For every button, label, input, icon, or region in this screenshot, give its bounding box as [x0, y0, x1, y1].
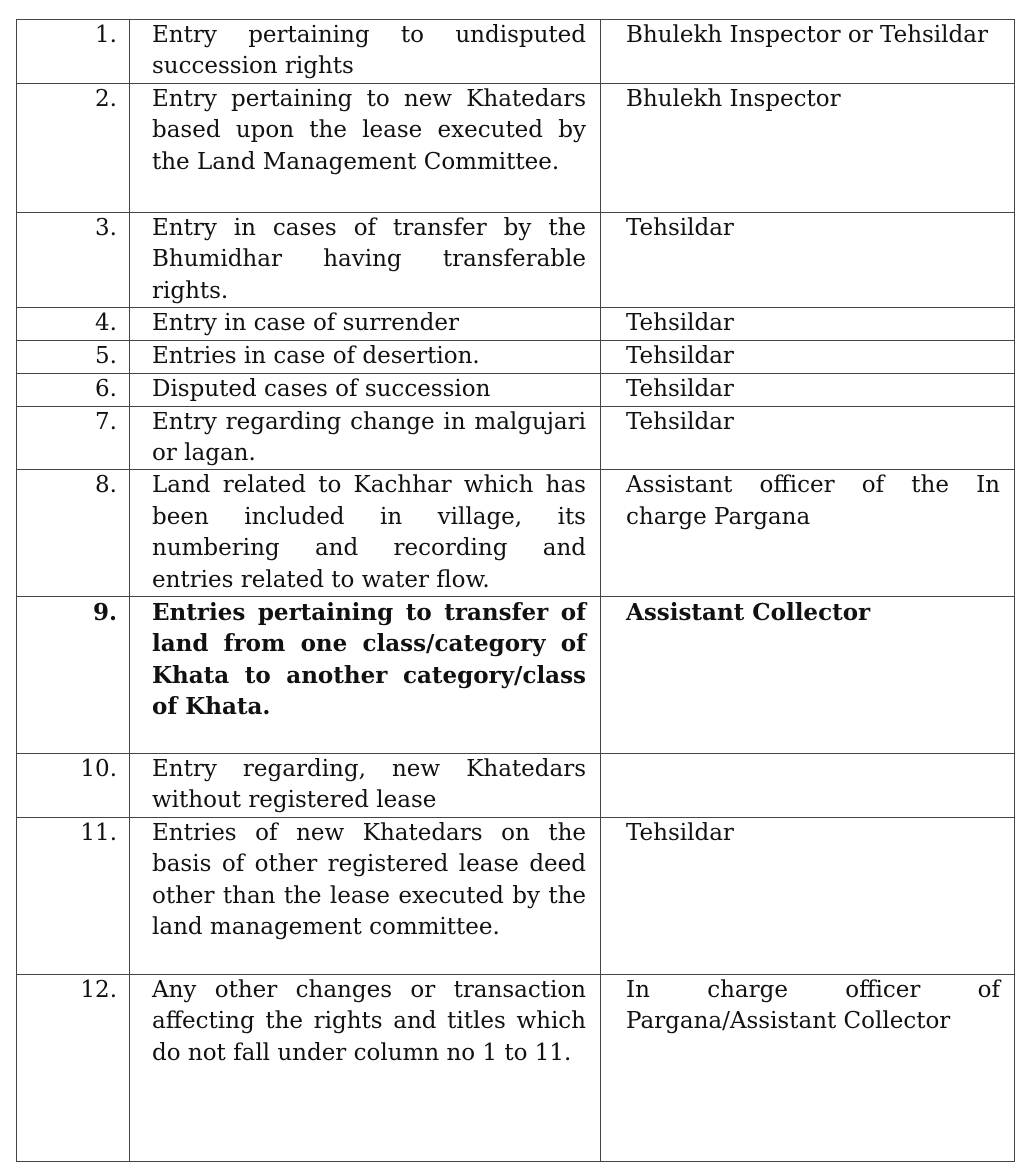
competent-authority: Tehsildar: [601, 406, 1015, 470]
entry-description: Any other changes or transaction affecting the rights and titles which do not fall under column no 1 to 11.: [130, 975, 601, 1162]
row-number: 8.: [17, 470, 130, 597]
authority-table: [16, 19, 1015, 1162]
competent-authority: Bhulekh Inspector: [601, 84, 1015, 213]
entry-description: Entry regarding, new Khatedars without registered lease: [130, 754, 601, 818]
table-row: [17, 84, 1015, 213]
competent-authority: Assistant Collector: [601, 597, 1015, 754]
row-number: 6.: [17, 373, 130, 406]
table-row: [17, 213, 1015, 308]
table-row: [17, 20, 1015, 84]
table-row: [17, 406, 1015, 470]
entry-description: Entry in cases of transfer by the Bhumidhar having transferable rights.: [130, 213, 601, 308]
competent-authority: In charge officer of Pargana/Assistant Collector: [601, 975, 1015, 1162]
table-row: [17, 470, 1015, 597]
table-row: [17, 308, 1015, 341]
entry-description: Entry pertaining to undisputed succession rights: [130, 20, 601, 84]
table-row: [17, 373, 1015, 406]
table-row: [17, 975, 1015, 1162]
entry-description: Entry regarding change in malgujari or lagan.: [130, 406, 601, 470]
competent-authority: [601, 754, 1015, 818]
table-row: [17, 818, 1015, 975]
row-number: 5.: [17, 341, 130, 373]
row-number: 10.: [17, 754, 130, 818]
competent-authority: Tehsildar: [601, 213, 1015, 308]
entry-description: Entry in case of surrender: [130, 308, 601, 341]
entry-description: Entry pertaining to new Khatedars based upon the lease executed by the Land Management Committee.: [130, 84, 601, 213]
competent-authority: Tehsildar: [601, 818, 1015, 975]
row-number: 1.: [17, 20, 130, 84]
entry-description: Entries pertaining to transfer of land from one class/category of Khata to another category/class of Khata.: [130, 597, 601, 754]
row-number: 11.: [17, 818, 130, 975]
competent-authority: Tehsildar: [601, 373, 1015, 406]
entry-description: Entries in case of desertion.: [130, 341, 601, 373]
competent-authority: Tehsildar: [601, 308, 1015, 341]
entry-description: Entries of new Khatedars on the basis of other registered lease deed other than the lease executed by the land management committee.: [130, 818, 601, 975]
row-number: 2.: [17, 84, 130, 213]
row-number: 9.: [17, 597, 130, 754]
row-number: 4.: [17, 308, 130, 341]
entry-description: Land related to Kachhar which has been included in village, its numbering and recording and entries related to water flow.: [130, 470, 601, 597]
table-row: [17, 754, 1015, 818]
competent-authority: Assistant officer of the In charge Pargana: [601, 470, 1015, 597]
table-row-highlighted: [17, 597, 1015, 754]
row-number: 12.: [17, 975, 130, 1162]
competent-authority: Bhulekh Inspector or Tehsildar: [601, 20, 1015, 84]
row-number: 3.: [17, 213, 130, 308]
entry-description: Disputed cases of succession: [130, 373, 601, 406]
competent-authority: Tehsildar: [601, 341, 1015, 373]
row-number: 7.: [17, 406, 130, 470]
table-row: [17, 341, 1015, 373]
